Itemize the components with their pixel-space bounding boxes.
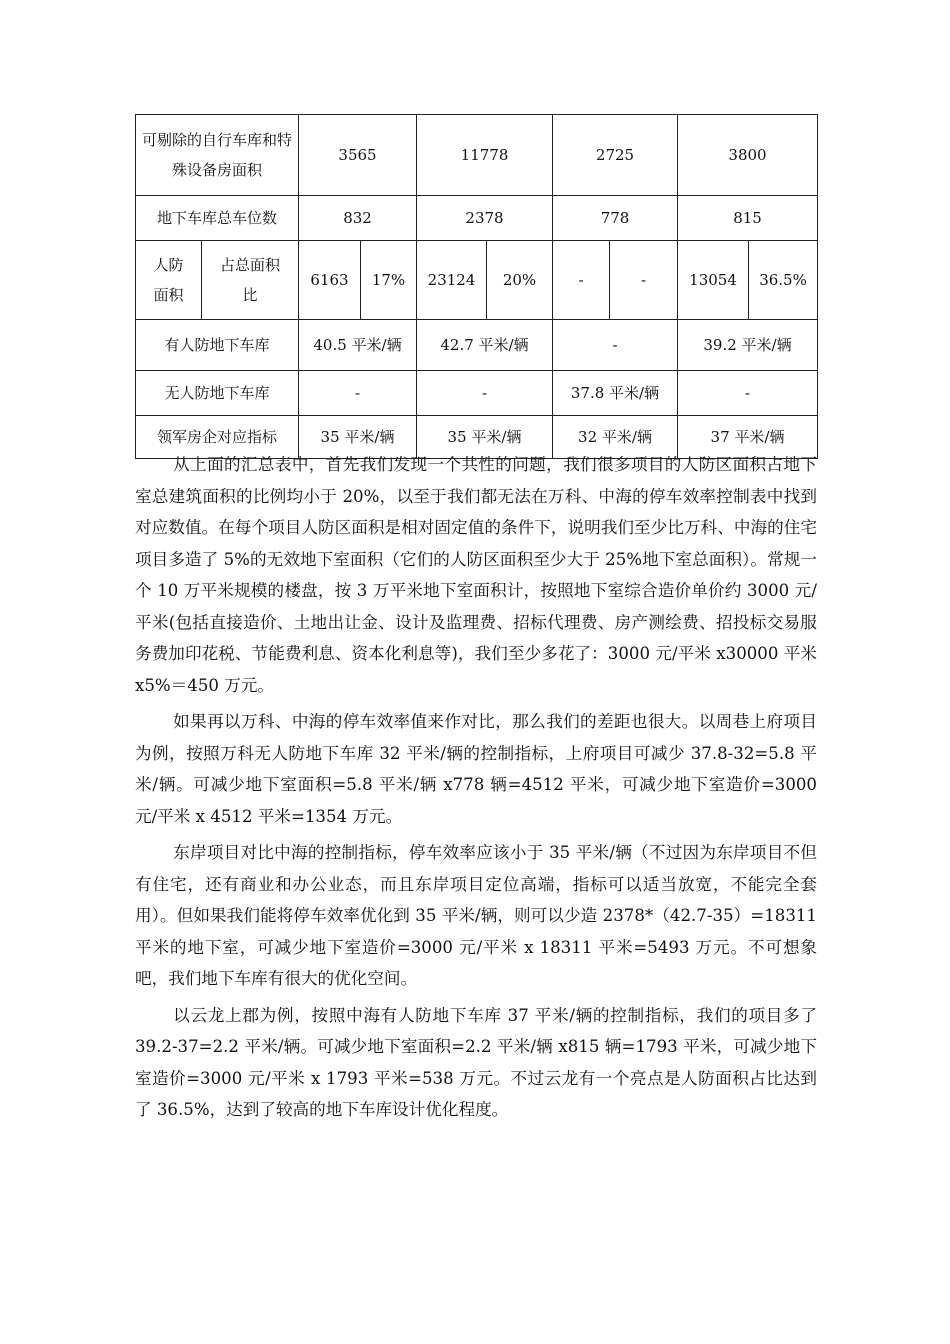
paragraph: 东岸项目对比中海的控制指标，停车效率应该小于 35 平米/辆（不过因为东岸项目不但有住宅，还有商业和办公业态，而且东岸项目定位高端，指标可以适当放宽，不能完全套用）。但如果我们能将停车效率优化到 35 平米/辆，则可以少造 2378*（42.7-35）=18311 平米的地下室，可减少地下室造价=3000 元/平米 x 18311 平米=5493 万元。不可想象吧，我们地下车库有很大的优化空间。	[135, 843, 817, 988]
table-cell: 17%	[361, 241, 417, 320]
table-cell: 42.7 平米/辆	[417, 320, 553, 371]
row-label: 人防面积	[136, 241, 202, 320]
table-cell: 815	[678, 196, 818, 241]
row-label: 可剔除的自行车库和特殊设备房面积	[136, 115, 299, 196]
table-row	[136, 241, 818, 320]
table-cell: 20%	[487, 241, 553, 320]
table-cell: 832	[299, 196, 417, 241]
table-row	[136, 115, 818, 196]
paragraph: 以云龙上郡为例，按照中海有人防地下车库 37 平米/辆的控制指标，我们的项目多了 39.2-37=2.2 平米/辆。可减少地下室面积=2.2 平米/辆 x815 辆=1793 平米，可减少地下室造价=3000 元/平米 x 1793 平米=538 万元。不过云龙有一个亮点是人防面积占比达到了 36.5%，达到了较高的地下车库设计优化程度。	[135, 1005, 817, 1119]
table-cell: 40.5 平米/辆	[299, 320, 417, 371]
row-sublabel: 占总面积比	[202, 241, 299, 320]
table-cell: -	[610, 241, 678, 320]
table-cell: 36.5%	[749, 241, 818, 320]
summary-table	[135, 114, 818, 459]
row-label: 有人防地下车库	[136, 320, 299, 371]
table-cell: 778	[553, 196, 678, 241]
table-cell: -	[417, 371, 553, 416]
table-cell: 2378	[417, 196, 553, 241]
table-cell: 3800	[678, 115, 818, 196]
row-label: 领军房企对应指标	[136, 416, 299, 459]
table-cell: 37.8 平米/辆	[553, 371, 678, 416]
row-label: 地下车库总车位数	[136, 196, 299, 241]
table-row	[136, 196, 818, 241]
table-cell: 37 平米/辆	[678, 416, 818, 459]
table-row	[136, 320, 818, 371]
table-cell: 2725	[553, 115, 678, 196]
table-cell: -	[299, 371, 417, 416]
table-cell: 32 平米/辆	[553, 416, 678, 459]
table-cell: 23124	[417, 241, 487, 320]
table-cell: -	[553, 320, 678, 371]
body-text	[135, 449, 817, 1131]
table-cell: 13054	[678, 241, 749, 320]
table-cell: 11778	[417, 115, 553, 196]
paragraph: 从上面的汇总表中，首先我们发现一个共性的问题，我们很多项目的人防区面积占地下室总建筑面积的比例均小于 20%，以至于我们都无法在万科、中海的停车效率控制表中找到对应数值。在每个项目人防区面积是相对固定值的条件下，说明我们至少比万科、中海的住宅项目多造了 5%的无效地下室面积（它们的人防区面积至少大于 25%地下室总面积）。常规一个 10 万平米规模的楼盘，按 3 万平米地下室面积计，按照地下室综合造价单价约 3000 元/平米(包括直接造价、土地出让金、设计及监理费、招标代理费、房产测绘费、招投标交易服务费加印花税、节能费利息、资本化利息等)，我们至少多花了：3000 元/平米 x30000 平米 x5%＝450 万元。	[135, 455, 817, 695]
table-row	[136, 371, 818, 416]
row-label: 无人防地下车库	[136, 371, 299, 416]
table-cell: 39.2 平米/辆	[678, 320, 818, 371]
table-cell: 3565	[299, 115, 417, 196]
table-cell: -	[553, 241, 610, 320]
paragraph: 如果再以万科、中海的停车效率值来作对比，那么我们的差距也很大。以周巷上府项目为例，按照万科无人防地下车库 32 平米/辆的控制指标，上府项目可减少 37.8-32=5.8 平米/辆。可减少地下室面积=5.8 平米/辆 x778 辆=4512 平米，可减少地下室造价=3000 元/平米 x 4512 平米=1354 万元。	[135, 712, 817, 826]
table-cell: 35 平米/辆	[299, 416, 417, 459]
table-cell: 6163	[299, 241, 361, 320]
table-cell: -	[678, 371, 818, 416]
table-cell: 35 平米/辆	[417, 416, 553, 459]
